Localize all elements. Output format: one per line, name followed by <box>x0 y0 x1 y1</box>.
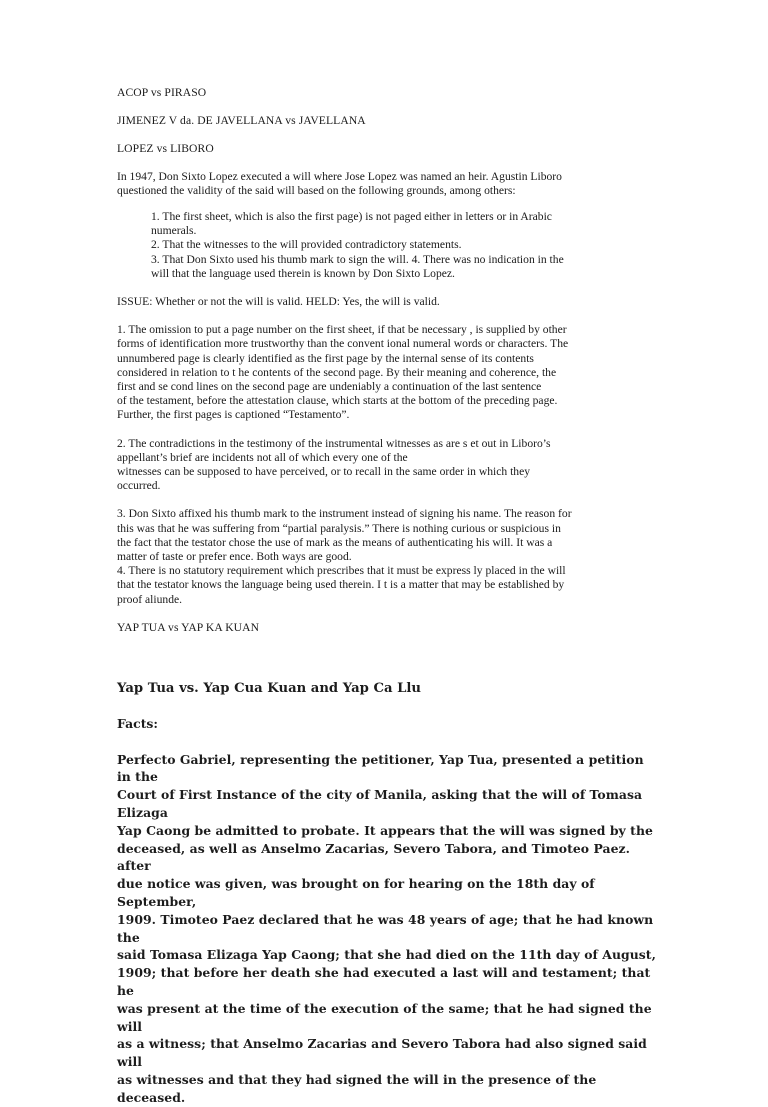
text-line: 4. There is no statutory requirement which prescribes that it must be express ly placed in the will <box>117 564 566 578</box>
text-line: said Tomasa Elizaga Yap Caong; that she had died on the 11th day of August, <box>117 947 656 963</box>
text-line: In 1947, Don Sixto Lopez executed a will where Jose Lopez was named an heir. Agustin Liboro <box>117 169 562 183</box>
document-body <box>117 86 657 635</box>
text-line: Court of First Instance of the city of Manila, asking that the will of Tomasa Elizaga <box>117 787 643 820</box>
text-line: this was that he was suffering from “partial paralysis.” There is nothing curious or suspicious in <box>117 521 561 535</box>
case-heading-yap-tua-vs-yap-ka-kuan: YAP TUA vs YAP KA KUAN <box>117 620 260 634</box>
held-paragraph-2 <box>117 437 657 494</box>
text-line: 3. Don Sixto affixed his thumb mark to the instrument instead of signing his name. The reason for <box>117 507 572 521</box>
text-line: of the testament, before the attestation clause, which starts at the bottom of the preceding page. <box>117 394 558 408</box>
case-heading-acop-vs-piraso: ACOP vs PIRASO <box>117 86 207 99</box>
text-line: proof aliunde. <box>117 592 183 606</box>
text-line: first and se cond lines on the second page are undeniably a continuation of the last sentence <box>117 380 542 394</box>
case-title: Yap Tua vs. Yap Cua Kuan and Yap Ca Llu <box>117 681 421 696</box>
text-line: considered in relation to t he contents of the second page. By their meaning and coherence, the <box>117 365 557 379</box>
case-heading-jimenez-vs-javellana: JIMENEZ V da. DE JAVELLANA vs JAVELLANA <box>117 114 366 128</box>
facts-paragraph <box>117 751 657 1107</box>
issue-held-line: ISSUE: Whether or not the will is valid. HELD: Yes, the will is valid. <box>117 295 440 309</box>
intro-paragraph <box>117 170 657 198</box>
held-paragraph-4 <box>117 564 657 607</box>
text-line: due notice was given, was brought on for hearing on the 18th day of September, <box>117 876 595 909</box>
text-line: 1909; that before her death she had executed a last will and testament; that he <box>117 965 651 998</box>
text-line: questioned the validity of the said will based on the following grounds, among others: <box>117 183 516 197</box>
case-heading-lopez-vs-liboro: LOPEZ vs LIBORO <box>117 142 214 156</box>
text-line: unnumbered page is clearly identified as the first page by the internal sense of its contents <box>117 351 534 365</box>
text-line: 1. The omission to put a page number on the first sheet, if that be necessary , is supplied by other <box>117 323 567 337</box>
text-line: 1. The first sheet, which is also the first page) is not paged either in letters or in Arabic <box>151 210 552 224</box>
text-line: as a witness; that Anselmo Zacarias and Severo Tabora had also signed said will <box>117 1036 647 1070</box>
text-line: deceased, as well as Anselmo Zacarias, Severo Tabora, and Timoteo Paez. after <box>117 840 630 874</box>
facts-label: Facts: <box>117 715 158 731</box>
held-paragraph-3 <box>117 507 657 564</box>
text-line: occurred. <box>117 479 161 493</box>
case-digest-section <box>117 680 657 1107</box>
text-line: 2. The contradictions in the testimony of the instrumental witnesses as are s et out in Liboro’s <box>117 436 551 450</box>
text-line: Further, the first pages is captioned “Testamento”. <box>117 408 350 422</box>
held-paragraph-1 <box>117 323 657 422</box>
text-line: witnesses can be supposed to have perceived, or to recall in the same order in which they <box>117 465 531 479</box>
text-line: numerals. <box>151 224 197 238</box>
text-line: that the testator knows the language being used therein. I t is a matter that may be established by <box>117 578 565 592</box>
text-line: 3. That Don Sixto used his thumb mark to sign the will. 4. There was no indication in the <box>151 252 564 266</box>
text-line: appellant’s brief are incidents not all of which every one of the <box>117 450 408 464</box>
text-line: was present at the time of the execution of the same; that he had signed the will <box>117 1000 652 1034</box>
text-line: Yap Caong be admitted to probate. It appears that the will was signed by the <box>117 822 653 838</box>
text-line: matter of taste or prefer ence. Both ways are good. <box>117 550 352 564</box>
text-line: the fact that the testator chose the use of mark as the means of authenticating his will. It was a <box>117 535 553 549</box>
grounds-list <box>151 210 659 281</box>
text-line: forms of identification more trustworthy than the convent ional numeral words or characters. The <box>117 337 569 351</box>
text-line: as witnesses and that they had signed the will in the presence of the deceased. <box>117 1071 597 1105</box>
text-line: 2. That the witnesses to the will provided contradictory statements. <box>151 238 462 252</box>
text-line: 1909. Timoteo Paez declared that he was 48 years of age; that he had known the <box>117 911 654 945</box>
text-line: Perfecto Gabriel, representing the petitioner, Yap Tua, presented a petition in the <box>117 751 644 785</box>
text-line: will that the language used therein is known by Don Sixto Lopez. <box>151 266 455 280</box>
